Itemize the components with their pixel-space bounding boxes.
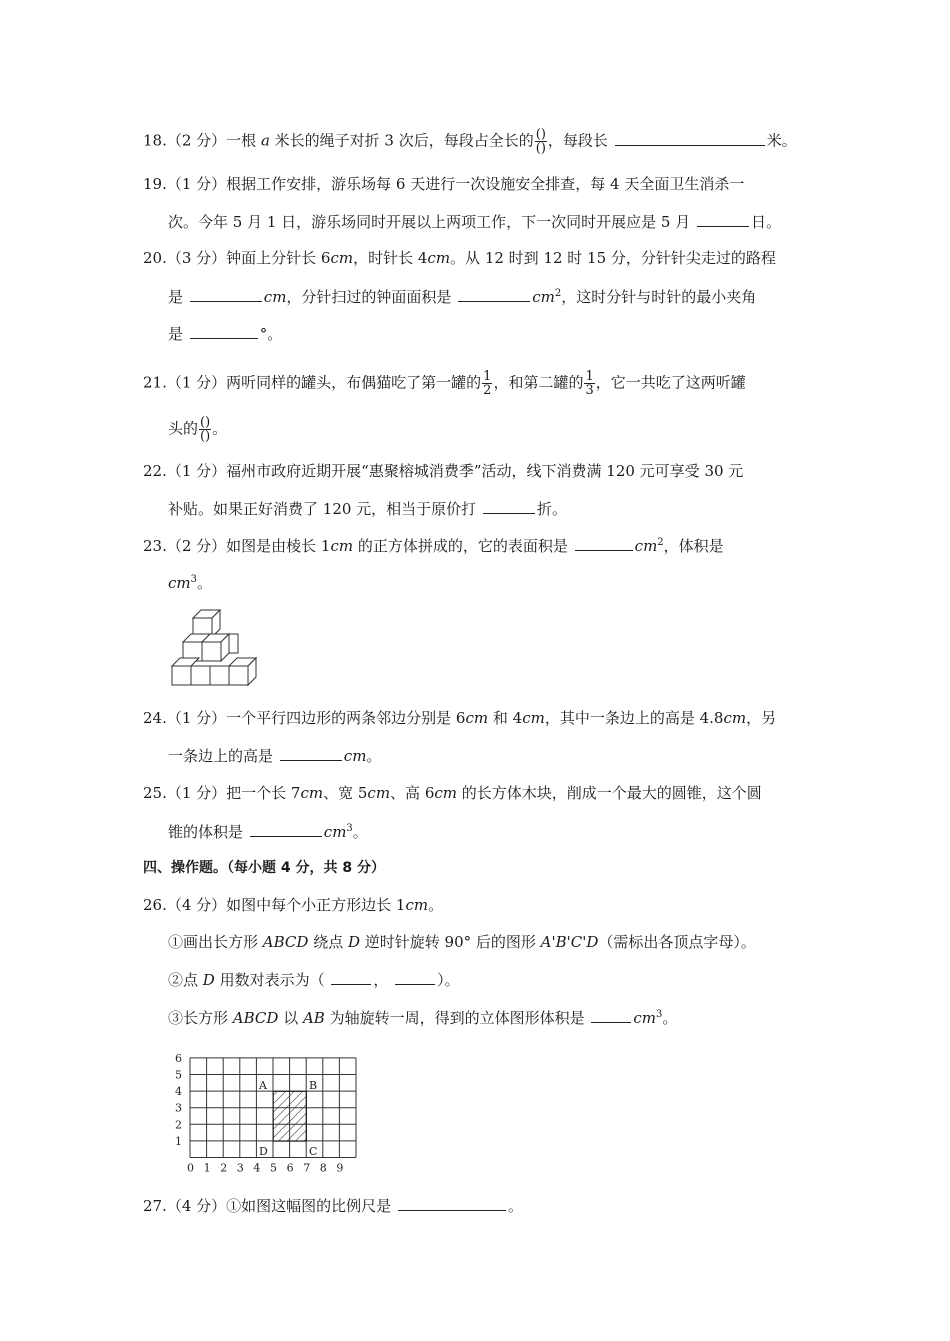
cube-stack-figure — [166, 602, 266, 697]
q26-item2: ②点 D 用数对表示为（ ， ）。 — [168, 968, 460, 991]
q26-item1: ①画出长方形 ABCD 绕点 D 逆时针旋转 90° 后的图形 A'B'C'D（需标出各顶点字母）。 — [168, 933, 756, 951]
answer-blank[interactable] — [458, 285, 530, 302]
y-axis-label: 3 — [175, 1101, 182, 1115]
q25-line2: 锥的体积是 $cm^3$。 — [168, 820, 368, 843]
point-label-a: A — [259, 1079, 267, 1092]
q20-line2: 是 cm，分针扫过的钟面面积是 $cm^2$，这时分针与时针的最小夹角 — [168, 285, 756, 308]
y-axis-label: 5 — [175, 1068, 182, 1082]
q19-line1: 19.（1 分）根据工作安排，游乐场每 6 天进行一次设施安全排查，每 4 天全面卫生消杀一 — [143, 175, 745, 193]
q27-line1: 27.（4 分）①如图这幅图的比例尺是 。 — [143, 1194, 523, 1217]
q20-line3: 是 °。 — [168, 322, 282, 345]
x-axis-label: 7 — [303, 1161, 311, 1175]
y-axis-label: 1 — [175, 1134, 182, 1148]
x-axis-label: 5 — [270, 1161, 277, 1175]
coordinate-grid-figure — [165, 1042, 365, 1177]
fraction-one-third: $\frac{1}{3}$ — [585, 369, 594, 398]
rectangle-abcd — [273, 1091, 306, 1141]
x-axis-label: 9 — [336, 1161, 344, 1175]
y-axis-label: 2 — [175, 1118, 182, 1132]
point-label-b: B — [309, 1079, 318, 1092]
answer-blank[interactable] — [483, 497, 535, 514]
q23-line2: $cm^3$。 — [168, 574, 213, 592]
answer-blank[interactable] — [190, 322, 258, 339]
x-axis-label: 4 — [253, 1161, 261, 1175]
answer-blank[interactable] — [280, 744, 342, 761]
answer-blank[interactable] — [591, 1006, 631, 1023]
point-label-c: C — [309, 1145, 318, 1158]
q24-line2: 一条边上的高是 cm。 — [168, 744, 381, 767]
point-label-d: D — [259, 1145, 268, 1158]
q26-line1: 26.（4 分）如图中每个小正方形边长 1cm。 — [143, 896, 444, 914]
x-axis-label: 3 — [236, 1161, 244, 1175]
q21-line2: 头的 $\frac{()}{()}$ 。 — [168, 415, 228, 444]
q23-line1: 23.（2 分）如图是由棱长 1cm 的正方体拼成的，它的表面积是 $cm^2$，体积是 — [143, 534, 724, 557]
answer-blank[interactable] — [615, 129, 765, 146]
x-axis-label: 1 — [203, 1161, 211, 1175]
q22-line1: 22.（1 分）福州市政府近期开展“惠聚榕城消费季”活动，线下消费满 120 元可享受 30 元 — [143, 462, 744, 480]
q19-line2: 次。今年 5 月 1 日，游乐场同时开展以上两项工作，下一次同时开展应是 5 月 日。 — [168, 210, 781, 233]
q22-line2: 补贴。如果正好消费了 120 元，相当于原价打 折。 — [168, 497, 567, 520]
answer-blank[interactable] — [575, 534, 633, 551]
fraction-blank: $\frac{()}{()}$ — [200, 415, 211, 444]
q25-line1: 25.（1 分）把一个长 7cm、宽 5cm、高 6cm 的长方体木块，削成一个最大的圆锥，这个圆 — [143, 784, 762, 802]
x-axis-label: 2 — [220, 1161, 228, 1175]
answer-blank[interactable] — [697, 210, 749, 227]
answer-blank[interactable] — [250, 820, 322, 837]
q18-line: 18.（2 分）一根 a 米长的绳子对折 3 次后，每段占全长的 $\frac{()}{()}$ ，每段长 米。 — [143, 127, 797, 156]
y-axis-label: 6 — [175, 1051, 182, 1065]
q20-line1: 20.（3 分）钟面上分针长 6cm，时针长 4cm。从 12 时到 12 时 15 分，分针针尖走过的路程 — [143, 249, 776, 267]
fraction-one-half: $\frac{1}{2}$ — [483, 369, 492, 398]
answer-blank[interactable] — [190, 285, 262, 302]
answer-blank[interactable] — [395, 968, 435, 985]
y-axis-label: 4 — [175, 1085, 182, 1099]
x-axis-label: 8 — [319, 1161, 327, 1175]
q21-line1: 21.（1 分）两听同样的罐头，布偶猫吃了第一罐的 $\frac{1}{2}$ ，和第二罐的 $\frac{1}{3}$ ，它一共吃了这两听罐 — [143, 369, 746, 398]
answer-blank[interactable] — [398, 1194, 506, 1211]
x-axis-label: 0 — [187, 1161, 194, 1175]
section-heading: 四、操作题。（每小题 4 分，共 8 分） — [143, 860, 385, 876]
q24-line1: 24.（1 分）一个平行四边形的两条邻边分别是 6cm 和 4cm，其中一条边上的高是 4.8cm，另 — [143, 709, 777, 727]
fraction-blank: $\frac{()}{()}$ — [535, 127, 546, 156]
answer-blank[interactable] — [331, 968, 371, 985]
q26-item3: ③长方形 ABCD 以 AB 为轴旋转一周，得到的立体图形体积是 $cm^3$。 — [168, 1006, 677, 1029]
x-axis-label: 6 — [286, 1161, 294, 1175]
